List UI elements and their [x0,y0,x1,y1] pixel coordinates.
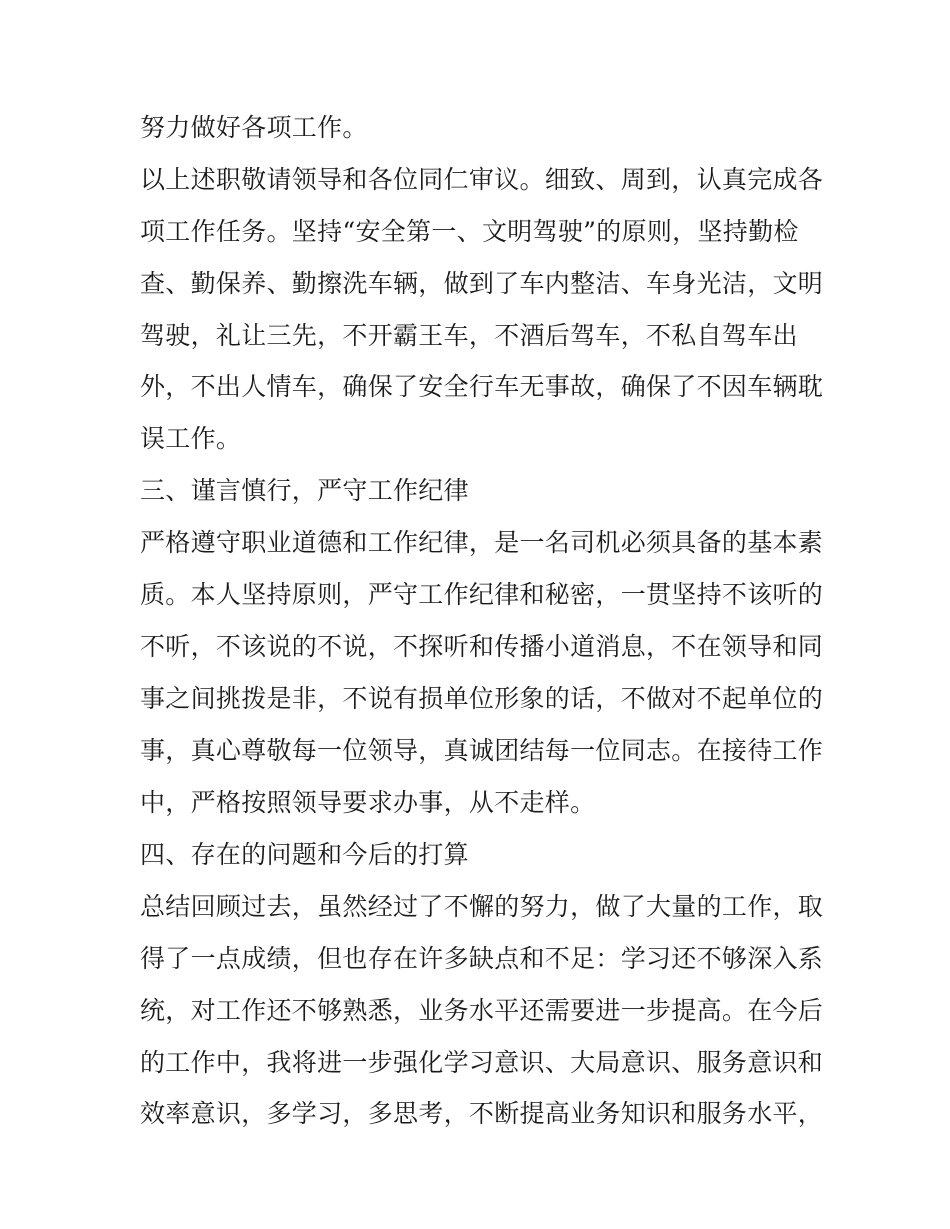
text-line: 外，不出人情车，确保了安全行车无事故，确保了不因车辆耽 [140,372,824,401]
section-heading: 四、存在的问题和今后的打算 [140,840,469,869]
text-line: 事，真心尊敬每一位领导，真诚团结每一位同志。在接待工作 [140,736,824,765]
text-line: 质。本人坚持原则，严守工作纪律和秘密，一贯坚持不该听的 [140,580,824,609]
text-line: 的工作中，我将进一步强化学习意识、大局意识、服务意识和 [140,1048,824,1077]
text-line: 效率意识，多学习，多思考，不断提高业务知识和服务水平， [140,1099,824,1128]
text-line: 严格遵守职业道德和工作纪律，是一名司机必须具备的基本素 [140,528,824,557]
text-line: 不听，不该说的不说，不探听和传播小道消息，不在领导和同 [140,632,824,661]
text-line: 统，对工作还不够熟悉，业务水平还需要进一步提高。在今后 [140,996,824,1025]
text-line: 误工作。 [140,424,242,453]
text-line: 努力做好各项工作。 [140,113,368,142]
text-line: 查、勤保养、勤擦洗车辆，做到了车内整洁、车身光洁，文明 [140,269,824,298]
text-line: 驾驶，礼让三先，不开霸王车，不酒后驾车，不私自驾车出 [140,321,798,350]
text-line: 以上述职敬请领导和各位同仁审议。细致、周到，认真完成各 [140,165,824,194]
text-line: 事之间挑拨是非，不说有损单位形象的话，不做对不起单位的 [140,684,824,713]
section-heading: 三、谨言慎行，严守工作纪律 [140,476,469,505]
text-line: 得了一点成绩，但也存在许多缺点和不足：学习还不够深入系 [140,944,824,973]
text-line: 总结回顾过去，虽然经过了不懈的努力，做了大量的工作，取 [140,892,824,921]
text-line: 项工作任务。坚持“安全第一、文明驾驶”的原则，坚持勤检 [140,217,799,246]
text-line: 中，严格按照领导要求办事，从不走样。 [140,788,596,817]
